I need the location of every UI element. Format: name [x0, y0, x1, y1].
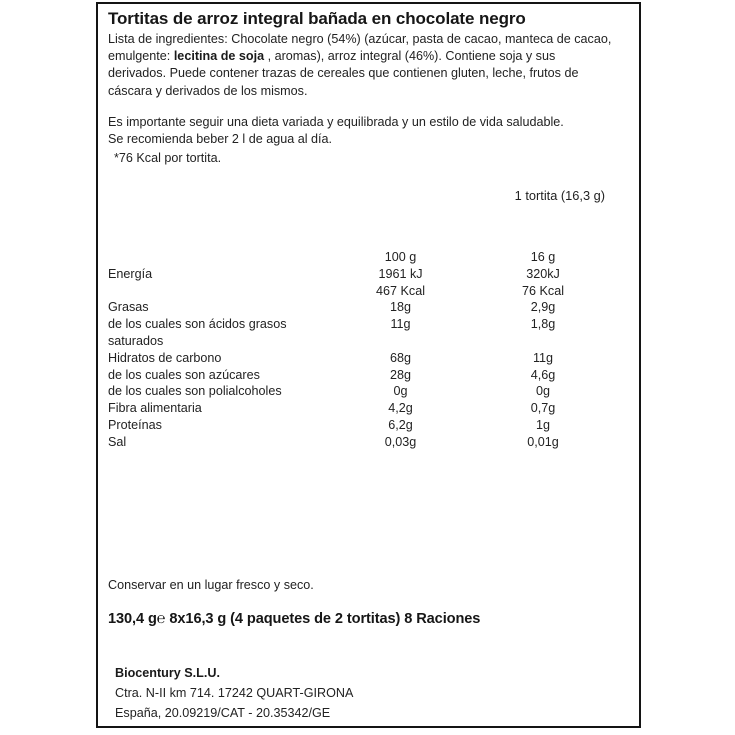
nutrient-per16g: 2,9g — [530, 300, 556, 315]
ingredients-text-suffix: , aromas), arroz integral (46%). Contiene soja y sus derivados. Puede contener trazas de cereales que contienen gluten, leche, frutos de cáscara y derivados de los mismos. — [108, 49, 579, 98]
diet-advice-paragraph — [108, 114, 620, 148]
manufacturer-name: Biocentury S.L.U. — [115, 666, 220, 680]
nutrient-per100g: 4,2g — [388, 401, 413, 416]
nutrition-header-per100g: 100 g — [384, 250, 417, 264]
label-border-box — [96, 2, 641, 728]
nutrient-per16g: 76 Kcal — [521, 283, 564, 298]
nutrient-per100g: 0,03g — [384, 434, 417, 449]
nutrition-row — [108, 434, 633, 451]
nutrient-per100g: 467 Kcal — [375, 283, 425, 298]
serving-size-note: 1 tortita (16,3 g) — [514, 188, 605, 203]
nutrient-per100g: 11g — [390, 317, 411, 332]
nutrient-per16g: 0,7g — [530, 401, 556, 416]
nutrition-table — [108, 249, 633, 451]
nutrient-name: Fibra alimentaria — [108, 401, 202, 416]
nutrition-row — [108, 316, 633, 350]
nutrition-row — [108, 367, 633, 384]
nutrient-per100g: 0g — [393, 384, 408, 399]
diet-advice-line-2: Se recomienda beber 2 l de agua al día. — [108, 132, 333, 147]
nutrient-per16g: 0,01g — [527, 434, 559, 449]
nutrient-per100g: 18g — [389, 300, 411, 315]
nutrition-header-row — [108, 249, 633, 266]
nutrient-name: de los cuales son polialcoholes — [108, 384, 282, 399]
nutrition-rows-container — [108, 266, 633, 451]
nutrition-row — [108, 283, 633, 300]
nutrition-row — [108, 417, 633, 434]
nutrition-row — [108, 383, 633, 400]
nutrient-per100g: 1961 kJ — [378, 266, 423, 281]
nutrient-per16g: 11g — [532, 350, 554, 365]
nutrition-row — [108, 299, 633, 316]
diet-advice-line-1: Es importante seguir una dieta variada y equilibrada y un estilo de vida saludable. — [108, 115, 564, 129]
nutrient-name: Hidratos de carbono — [108, 350, 222, 365]
nutrient-per100g: 68g — [389, 350, 411, 365]
nutrient-name: de los cuales son azúcares — [108, 367, 260, 382]
nutrient-name: de los cuales son ácidos grasos saturados — [108, 317, 287, 348]
nutrient-per16g: 1g — [535, 417, 550, 432]
nutrition-row — [108, 266, 633, 283]
nutrient-per100g: 28g — [389, 367, 411, 382]
nutrition-row — [108, 350, 633, 367]
manufacturer-country-registration: España, 20.09219/CAT - 20.35342/GE — [115, 705, 331, 720]
storage-instructions: Conservar en un lugar fresco y seco. — [108, 578, 314, 592]
nutrient-name: Sal — [108, 434, 127, 449]
nutrient-per16g: 320kJ — [526, 266, 560, 281]
nutrient-name: Grasas — [108, 300, 149, 315]
ingredients-paragraph — [108, 31, 613, 100]
manufacturer-address: Ctra. N-II km 714. 17242 QUART-GIRONA — [115, 685, 354, 700]
ingredients-allergen-bold: lecitina de soja — [173, 49, 265, 64]
nutrient-per100g: 6,2g — [388, 417, 413, 432]
nutrient-name: Proteínas — [108, 417, 162, 432]
ingredients-text-prefix: Lista de ingredientes: Chocolate negro (54%) (azúcar, pasta de cacao, manteca de cacao, emulgente: — [108, 32, 612, 64]
manufacturer-block — [115, 664, 353, 723]
kcal-per-tortita-note: *76 Kcal por tortita. — [114, 151, 222, 165]
nutrition-header-per16g: 16 g — [530, 250, 556, 264]
package-weight-line: 130,4 g℮ 8x16,3 g (4 paquetes de 2 tortitas) 8 Raciones — [108, 611, 481, 627]
nutrient-per16g: 1,8g — [530, 317, 556, 332]
nutrient-name: Energía — [108, 266, 153, 281]
nutrient-per16g: 4,6g — [530, 367, 556, 382]
nutrition-row — [108, 400, 633, 417]
nutrient-per16g: 0g — [535, 384, 550, 399]
product-title: Tortitas de arroz integral bañada en chocolate negro — [108, 9, 526, 28]
